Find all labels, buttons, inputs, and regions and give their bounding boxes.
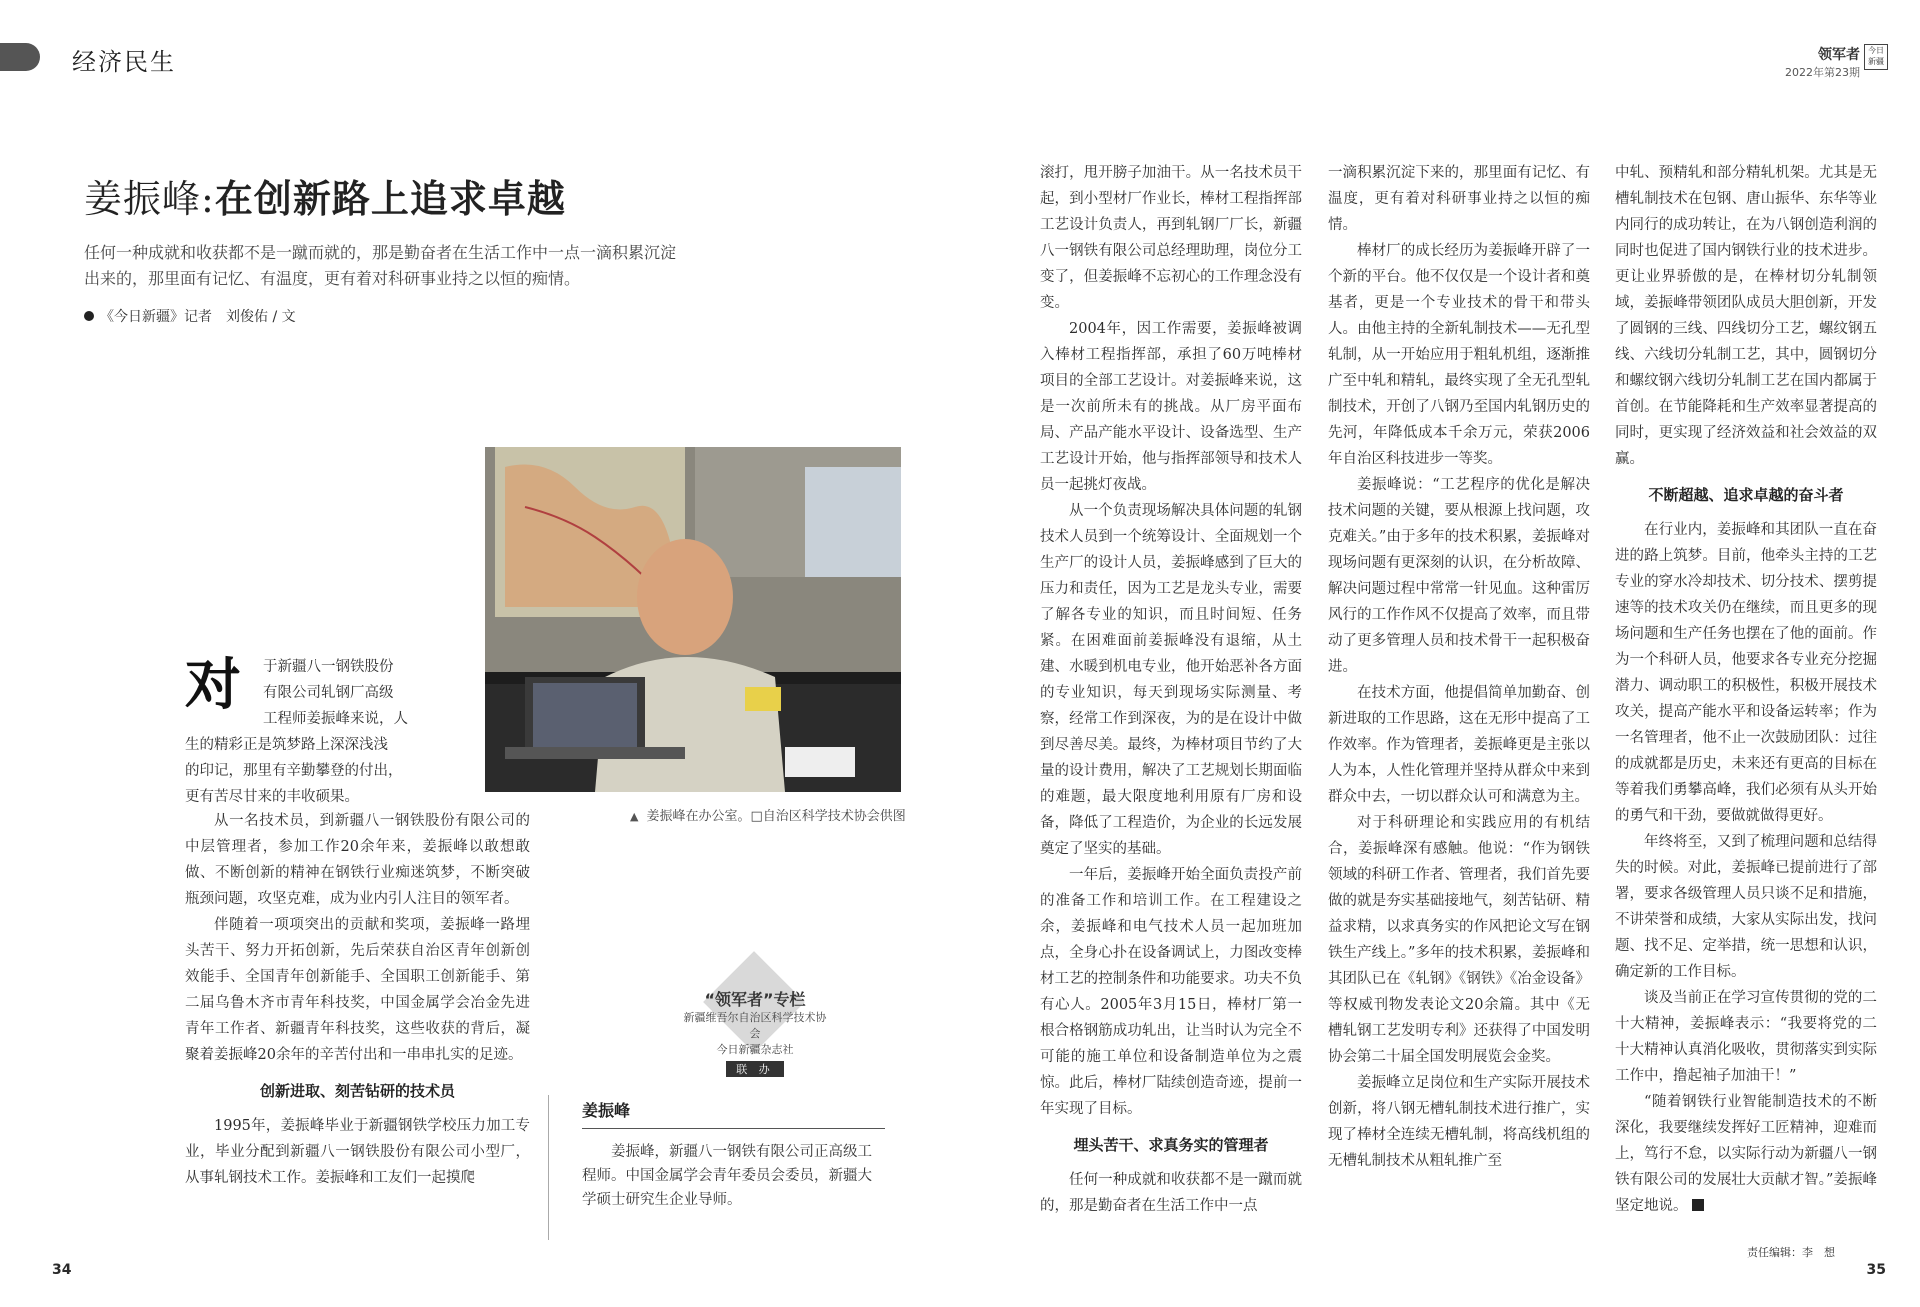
byline <box>84 306 296 326</box>
intro-line: 的印记，那里有辛勤攀登的付出， <box>185 763 403 779</box>
section-heading: 埋头苦干、求真务实的管理者 <box>1073 1136 1269 1154</box>
paragraph: 对于科研理论和实践应用的有机结合，姜振峰深有感触。他说：“作为钢铁领域的科研工作者、管理者，我们首先要做的就是夯实基础接地气，刻苦钻研、精益求精，以求真务实的作风把论文写在钢铁生产线上。”多年的技术积累，姜振峰和其团队已在《轧钢》《钢铁》《冶金设备》等权威刊物发表论文20余篇。其中《无槽轧钢工艺发明专利》还获得了中国发明协会第二十届全国发明展览会金奖。 <box>1328 815 1590 1065</box>
section-label: 经济民生 <box>72 48 176 76</box>
paragraph: 在技术方面，他提倡简单加勤奋、创新进取的工作思路，这在无形中提高了工作效率。作为管理者，姜振峰更是主张以人为本，人性化管理并坚持从群众中来到群众中去，一切以群众认可和满意为主。 <box>1328 685 1590 805</box>
paragraph: 从一个负责现场解决具体问题的轧钢技术人员到一个统筹设计、全面规划一个生产厂的设计人员，姜振峰感到了巨大的压力和责任，因为工艺是龙头专业，需要了解各专业的知识，而且时间短、任务紧。在困难面前姜振峰没有退缩，从土建、水暖到机电专业，他开始恶补各方面的专业知识，每天到现场实际测量、考察，经常工作到深夜，为的是在设计中做到尽善尽美。最终，为棒材项目节约了大量的设计费用，解决了工艺规划长期面临的难题，最大限度地利用原有厂房和设备，降低了工程造价，为企业的长远发展奠定了坚实的基础。 <box>1040 503 1302 857</box>
intro-line: 有限公司轧钢厂高级 <box>263 685 394 701</box>
paragraph: 谈及当前正在学习宣传贯彻的党的二十大精神，姜振峰表示：“我要将党的二十大精神认真消化吸收，贯彻落实到实际工作中，撸起袖子加油干！” <box>1615 990 1877 1084</box>
body-column-2 <box>1040 160 1302 1219</box>
editor-credit: 责任编辑：李 想 <box>1747 1246 1835 1259</box>
title-separator: : <box>201 177 215 221</box>
article-title <box>84 168 566 223</box>
body-column-4 <box>1615 160 1877 1219</box>
section-tab-shape <box>0 43 40 71</box>
byline-text: 《今日新疆》记者 刘俊佑 / 文 <box>100 309 296 325</box>
photo-caption <box>630 805 906 824</box>
photo-caption-text: 姜振峰在办公室。□自治区科学技术协会供图 <box>646 809 906 824</box>
page-number-left: 34 <box>52 1262 72 1278</box>
paragraph: 棒材厂的成长经历为姜振峰开辟了一个新的平台。他不仅仅是一个设计者和奠基者，更是一个专业技术的骨干和带头人。由他主持的全新轧制技术——无孔型轧制，从一开始应用于粗轧机组，逐渐推广至中轧和精轧，最终实现了全无孔型轧制技术，开创了八钢乃至国内轧钢历史的先河，年降低成本千余万元，荣获2006年自治区科技进步一等奖。 <box>1328 243 1590 467</box>
title-rest: 在创新路上追求卓越 <box>214 177 566 221</box>
paragraph: 滚打，甩开膀子加油干。从一名技术员干起，到小型材厂作业长，棒材工程指挥部工艺设计负责人，再到轧钢厂厂长，新疆八一钢铁有限公司总经理助理，岗位分工变了，但姜振峰不忘初心的工作理念没有变。 <box>1040 165 1302 311</box>
office-photo <box>485 447 901 792</box>
body-column-3 <box>1328 160 1590 1174</box>
end-mark-icon <box>1692 1199 1704 1211</box>
bullet-icon <box>84 311 94 321</box>
paragraph: 1995年，姜振峰毕业于新疆钢铁学校压力加工专业，毕业分配到新疆八一钢铁股份有限公司小型厂，从事轧钢技术工作。姜振峰和工友们一起摸爬 <box>185 1118 530 1186</box>
sidebar-rule <box>582 1128 885 1129</box>
section-heading: 创新进取、刻苦钻研的技术员 <box>259 1082 455 1100</box>
dropcap: 对 <box>185 653 241 718</box>
paragraph: 一滴积累沉淀下来的，那里面有记忆、有温度，更有着对科研事业持之以恒的痴情。 <box>1328 165 1590 233</box>
badge-title: “领军者”专栏 <box>704 990 806 1009</box>
sidebar-name: 姜振峰 <box>582 1101 631 1120</box>
masthead <box>1785 44 1860 80</box>
section-heading: 不断超越、追求卓越的奋斗者 <box>1648 486 1844 504</box>
paragraph: 2004年，因工作需要，姜振峰被调入棒材工程指挥部，承担了60万吨棒材项目的全部工艺设计。对姜振峰来说，这是一次前所未有的挑战。从厂房平面布局、产品产能水平设计、设备选型、生产工艺设计开始，他与指挥部领导和技术人员一起挑灯夜战。 <box>1040 321 1302 493</box>
body-column-1 <box>185 808 530 1191</box>
paragraph: 一年后，姜振峰开始全面负责投产前的准备工作和培训工作。在工程建设之余，姜振峰和电气技术人员一起加班加点，全身心扑在设备调试上，力图改变棒材工艺的控制条件和功能要求。功夫不负有心人。2005年3月15日，棒材厂第一根合格钢筋成功轧出，让当时认为完全不可能的施工单位和设备制造单位为之震惊。此后，棒材厂陆续创造奇迹，提前一年实现了目标。 <box>1040 867 1302 1117</box>
article-lead: 任何一种成就和收获都不是一蹴而就的，那是勤奋者在生活工作中一点一滴积累沉淀出来的，那里面有记忆、有温度，更有着对科研事业持之以恒的痴情。 <box>84 243 677 288</box>
sidebar-bio: 姜振峰，新疆八一钢铁有限公司正高级工程师。中国金属学会青年委员会委员，新疆大学硕士研究生企业导师。 <box>582 1144 872 1208</box>
intro-block <box>185 654 530 805</box>
sidebar-divider <box>548 1095 549 1240</box>
magazine-logo: 今日新疆 <box>1864 44 1888 70</box>
paragraph-text: “随着钢铁行业智能制造技术的不断深化，我要继续发挥好工匠精神，迎难而上，笃行不怠，以实际行动为新疆八一钢铁有限公司的发展壮大贡献才智。”姜振峰坚定地说。 <box>1615 1094 1877 1214</box>
page-number-right: 35 <box>1866 1262 1886 1278</box>
intro-line: 工程师姜振峰来说，人 <box>263 711 408 727</box>
intro-line: 于新疆八一钢铁股份 <box>263 659 394 675</box>
paragraph: 伴随着一项项突出的贡献和奖项，姜振峰一路埋头苦干、努力开拓创新，先后荣获自治区青年创新创效能手、全国青年创新能手、全国职工创新能手、第二届乌鲁木齐市青年科技奖，中国金属学会冶金先进青年工作者、新疆青年科技奖，这些收获的背后，凝聚着姜振峰20余年的辛苦付出和一串串扎实的足迹。 <box>185 917 530 1063</box>
triangle-icon: ▲ <box>630 810 639 823</box>
office-photo-illustration <box>485 447 901 792</box>
paragraph: 从一名技术员，到新疆八一钢铁股份有限公司的中层管理者，参加工作20余年来，姜振峰以敢想敢做、不断创新的精神在钢铁行业痴迷筑梦，不断突破瓶颈问题，攻坚克难，成为业内引人注目的领军者。 <box>185 813 530 907</box>
issue-number: 2022年第23期 <box>1785 66 1860 79</box>
paragraph: 年终将至，又到了梳理问题和总结得失的时候。对此，姜振峰已提前进行了部署，要求各级管理人员只谈不足和措施，不讲荣誉和成绩，大家从实际出发，找问题、找不足、定举措，统一思想和认识，确定新的工作目标。 <box>1615 834 1877 980</box>
badge-org: 新疆维吾尔自治区科学技术协会 <box>683 1011 827 1040</box>
paragraph <box>1615 1089 1877 1219</box>
paragraph: 在行业内，姜振峰和其团队一直在奋进的路上筑梦。目前，他牵头主持的工艺专业的穿水冷却技术、切分技术、摆剪提速等的技术攻关仍在继续，而且更多的现场问题和生产任务也摆在了他的面前。作为一个科研人员，他要求各专业充分挖掘潜力、调动职工的积极性，积极开展技术攻关，提高产能水平和设备运转率；作为一名管理者，他不止一次鼓励团队：过往的成就都是历史，未来还有更高的目标在等着我们勇攀高峰，我们必须有从头开始的勇气和干劲，要做就做得更好。 <box>1615 522 1877 824</box>
magazine-name: 领军者 <box>1818 47 1860 63</box>
badge-joint: 联 办 <box>726 1061 784 1077</box>
badge-org: 今日新疆杂志社 <box>716 1043 794 1056</box>
intro-line: 更有苦尽甘来的丰收硕果。 <box>185 789 359 805</box>
paragraph: 中轧、预精轧和部分精轧机架。尤其是无槽轧制技术在包钢、唐山振华、东华等业内同行的成功转让，在为八钢创造利润的同时也促进了国内钢铁行业的技术进步。更让业界骄傲的是，在棒材切分轧制领域，姜振峰带领团队成员大胆创新，开发了圆钢的三线、四线切分工艺，螺纹钢五线、六线切分轧制工艺，其中，圆钢切分和螺纹钢六线切分轧制工艺在国内都属于首创。在节能降耗和生产效率显著提高的同时，更实现了经济效益和社会效益的双赢。 <box>1615 165 1877 467</box>
paragraph: 姜振峰说：“工艺程序的优化是解决技术问题的关键，要从根源上找问题，攻克难关。”由于多年的技术积累，姜振峰对现场问题有更深刻的认识，在分析故障、解决问题过程中常常一针见血。这种雷厉风行的工作作风不仅提高了效率，而且带动了更多管理人员和技术骨干一起积极奋进。 <box>1328 477 1590 675</box>
title-name: 姜振峰 <box>84 177 202 221</box>
column-badge <box>680 965 830 1076</box>
paragraph: 任何一种成就和收获都不是一蹴而就的，那是勤奋者在生活工作中一点 <box>1040 1172 1302 1214</box>
intro-line: 生的精彩正是筑梦路上深深浅浅 <box>185 737 388 753</box>
paragraph: 姜振峰立足岗位和生产实际开展技术创新，将八钢无槽轧制技术进行推广，实现了棒材全连续无槽轧制，将高线机组的无槽轧制技术从粗轧推广至 <box>1328 1075 1590 1169</box>
